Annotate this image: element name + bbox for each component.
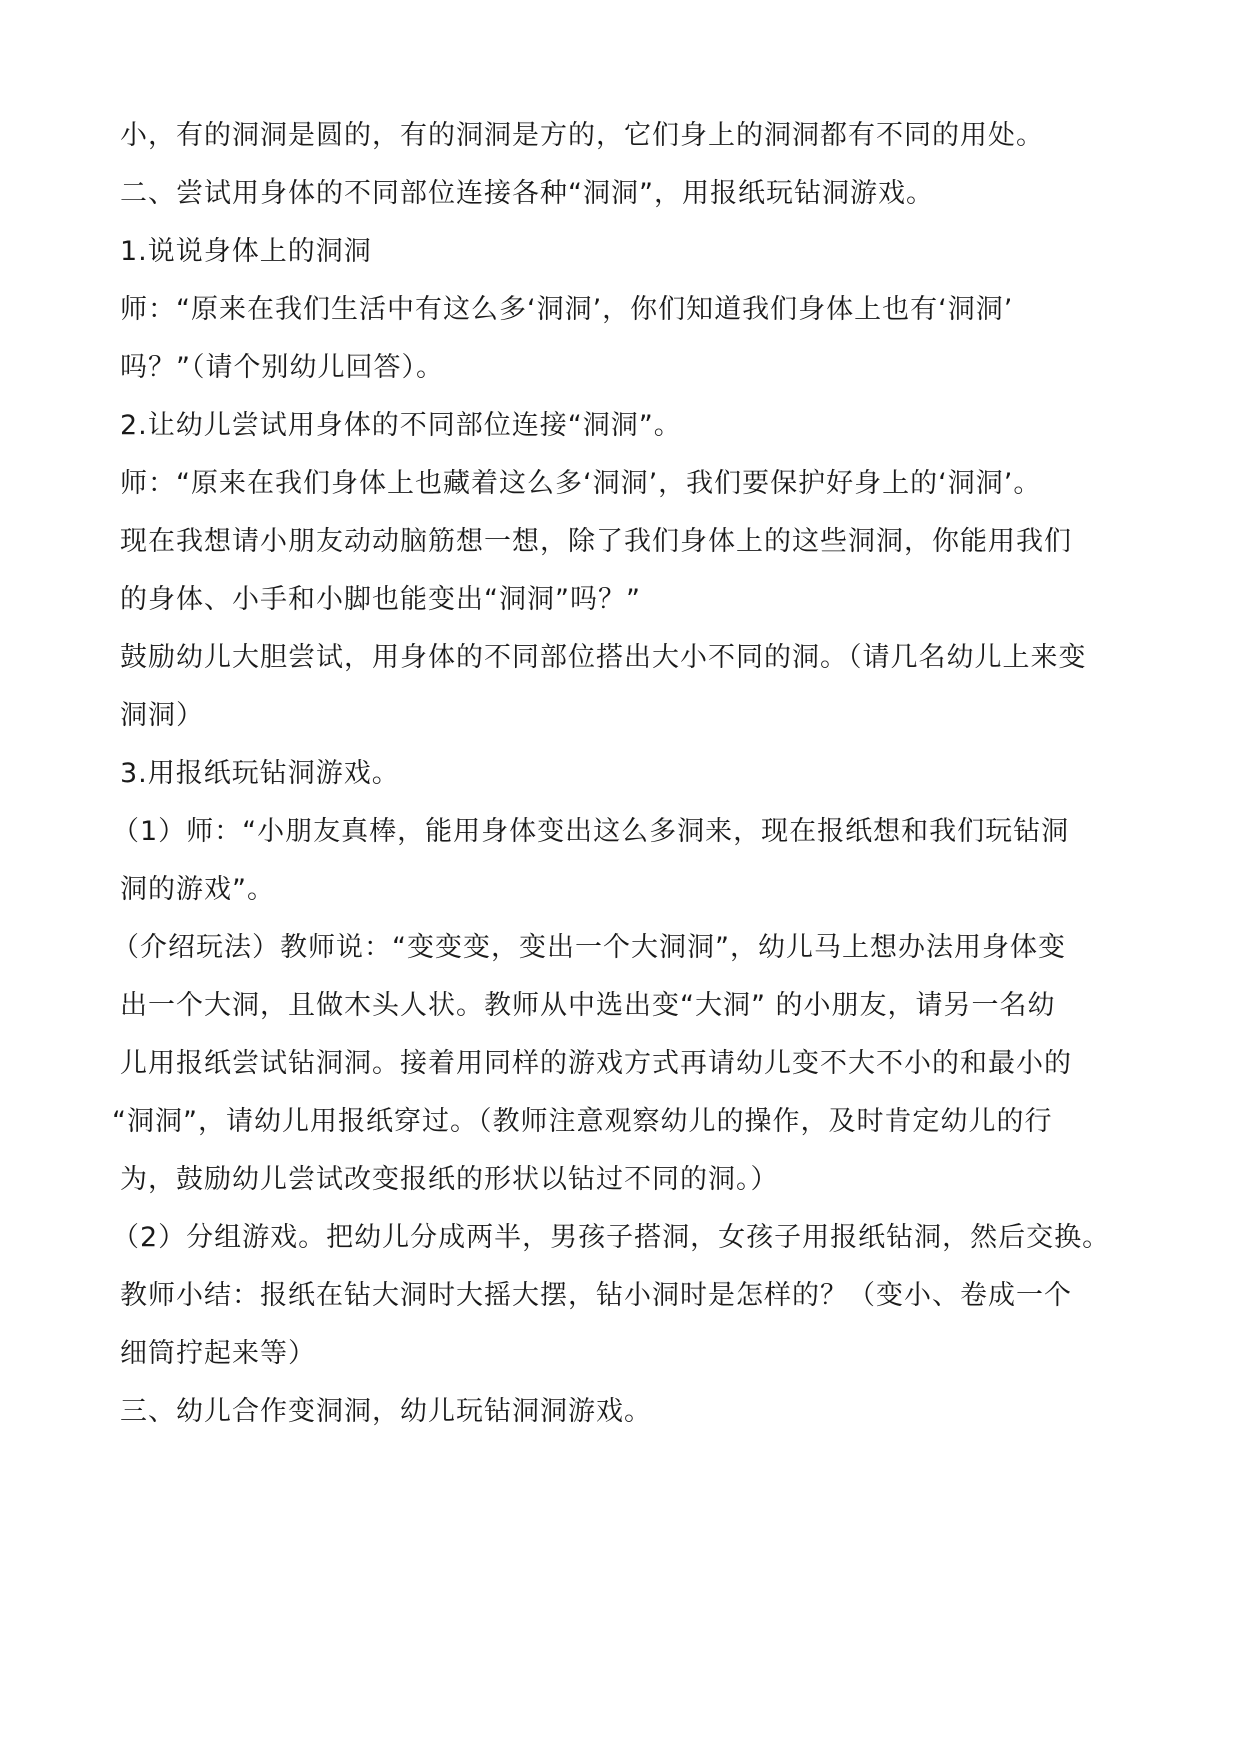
section-heading-3: 三、幼儿合作变洞洞，幼儿玩钻洞洞游戏。 bbox=[120, 1396, 652, 1427]
subheading-2: 2.让幼儿尝试用身体的不同部位连接“洞洞”。 bbox=[120, 410, 682, 441]
text-line-22: 细筒拧起来等） bbox=[120, 1338, 316, 1369]
subheading-1: 1.说说身体上的洞洞 bbox=[120, 236, 372, 267]
text-line-13: （1）师：“小朋友真棒，能用身体变出这么多洞来，现在报纸想和我们玩钻洞 bbox=[112, 816, 1070, 847]
text-line-1: 小，有的洞洞是圆的，有的洞洞是方的，它们身上的洞洞都有不同的用处。 bbox=[120, 120, 1044, 151]
text-line-11: 洞洞） bbox=[120, 700, 204, 731]
text-line-5: 吗？”（请个别幼儿回答）。 bbox=[120, 352, 444, 383]
text-line-17: 儿用报纸尝试钻洞洞。接着用同样的游戏方式再请幼儿变不大不小的和最小的 bbox=[120, 1048, 1072, 1079]
text-line-10: 鼓励幼儿大胆尝试，用身体的不同部位搭出大小不同的洞。（请几名幼儿上来变 bbox=[120, 642, 1087, 673]
text-line-18: “洞洞”，请幼儿用报纸穿过。（教师注意观察幼儿的操作，及时肯定幼儿的行 bbox=[112, 1106, 1053, 1137]
text-line-9: 的身体、小手和小脚也能变出“洞洞”吗？” bbox=[120, 584, 641, 615]
subheading-3: 3.用报纸玩钻洞游戏。 bbox=[120, 758, 400, 789]
text-line-7: 师：“原来在我们身体上也藏着这么多‘洞洞’，我们要保护好身上的‘洞洞’。 bbox=[120, 468, 1042, 499]
text-line-16: 出一个大洞，且做木头人状。教师从中选出变“大洞” 的小朋友，请另一名幼 bbox=[120, 990, 1056, 1021]
text-line-19: 为，鼓励幼儿尝试改变报纸的形状以钻过不同的洞。） bbox=[120, 1164, 779, 1195]
text-line-21: 教师小结：报纸在钻大洞时大摇大摆，钻小洞时是怎样的？（变小、卷成一个 bbox=[120, 1280, 1072, 1311]
text-line-4: 师：“原来在我们生活中有这么多‘洞洞’，你们知道我们身体上也有‘洞洞’ bbox=[120, 294, 1014, 325]
text-line-14: 洞的游戏”。 bbox=[120, 874, 275, 905]
text-line-15: （介绍玩法）教师说：“变变变，变出一个大洞洞”，幼儿马上想办法用身体变 bbox=[112, 932, 1066, 963]
text-line-8: 现在我想请小朋友动动脑筋想一想，除了我们身体上的这些洞洞，你能用我们 bbox=[120, 526, 1072, 557]
text-line-20: （2）分组游戏。把幼儿分成两半，男孩子搭洞，女孩子用报纸钻洞，然后交换。 bbox=[112, 1222, 1111, 1253]
section-heading-2: 二、尝试用身体的不同部位连接各种“洞洞”，用报纸玩钻洞游戏。 bbox=[120, 178, 934, 209]
